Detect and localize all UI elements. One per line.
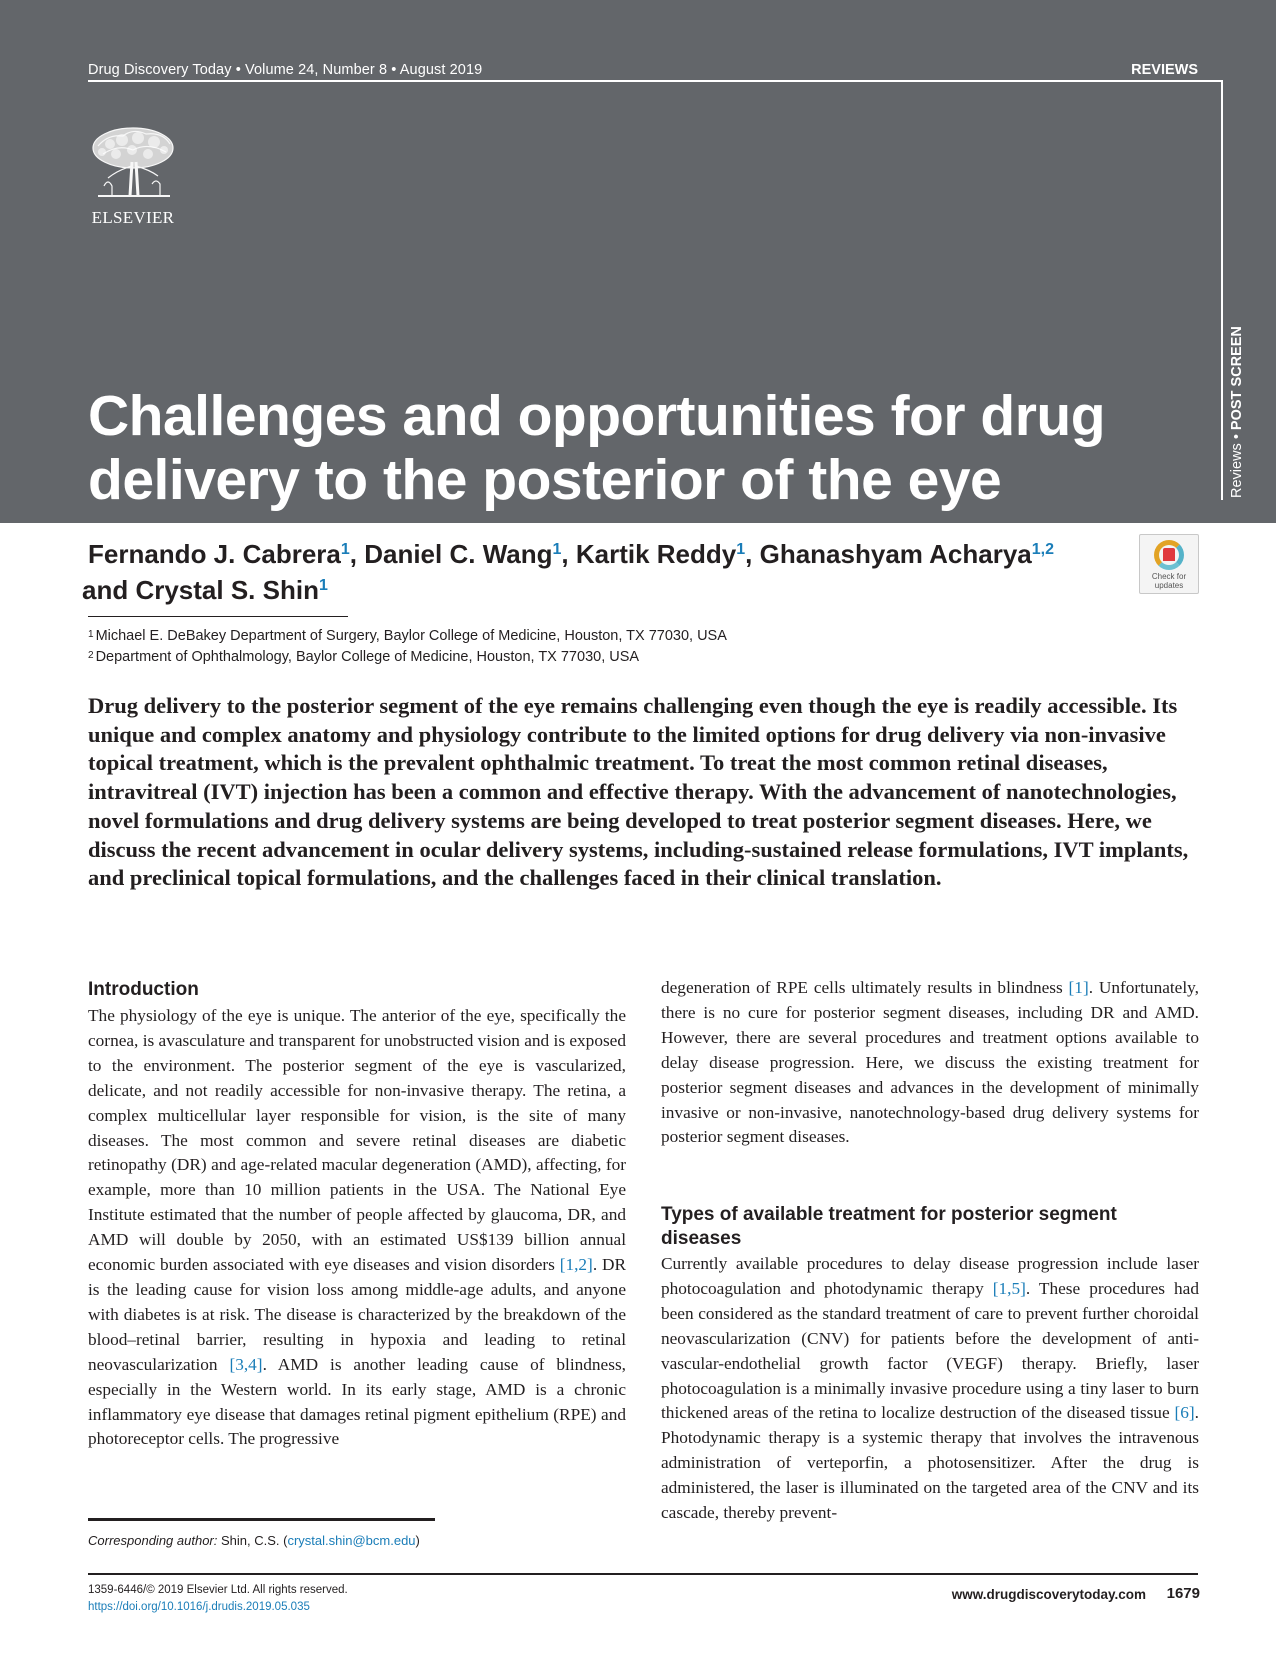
citation-link[interactable]: [1,2] — [559, 1255, 593, 1275]
journal-website-link[interactable]: www.drugdiscoverytoday.com — [951, 1587, 1146, 1602]
affiliation-item — [88, 647, 727, 668]
page-number: 1679 — [1166, 1585, 1200, 1602]
author-list — [82, 536, 1128, 608]
paragraph-text: degeneration of RPE cells ultimately results in blindness — [661, 978, 1069, 997]
affiliation-number: 2 — [88, 650, 94, 661]
section-heading-types: Types of available treatment for posterior segment diseases — [661, 1204, 1117, 1249]
section-heading-introduction: Introduction — [88, 979, 199, 1000]
check-for-updates-button[interactable] — [1139, 534, 1199, 594]
paragraph-text: . AMD is another leading cause of blindness, especially in the Western world. In its early stage, AMD is a chronic inflammatory eye disease that damages retinal pigment epithelium (RPE) and photoreceptor cells. The progressive — [88, 1354, 626, 1449]
corresponding-label: Corresponding author: — [88, 1533, 218, 1548]
paragraph-text: . DR is the leading cause for vision loss among middle-age adults, and anyone with diabetes is at risk. The disease is characterized by the breakdown of the blood–retinal barrier, resulting in hypoxia and leading to retinal neovascularization — [88, 1255, 626, 1374]
author-separator: and — [82, 575, 136, 605]
paragraph-text: The physiology of the eye is unique. The anterior of the eye, specifically the cornea, is avasculature and transparent for unobstructed vision and is exposed to the environment. The posterior segment of the eye is vascularized, delicate, and not readily accessible for non-invasive therapy. The retina, a complex multicellular layer responsible for vision, is the site of many diseases. The most common and severe retinal diseases are diabetic retinopathy (DR) and age-related macular degeneration (AMD), affecting, for example, more than 10 million patients in the USA. The National Eye Institute estimated that the number of people affected by glaucoma, DR, and AMD will double by 2050, with an estimated US$139 billion annual economic burden associated with eye diseases and vision disorders — [88, 1006, 626, 1275]
author-affiliation-mark[interactable]: 1 — [318, 577, 328, 594]
side-label-prefix: Reviews • — [1229, 430, 1245, 498]
footnote-rule — [88, 1518, 435, 1521]
author-name: Kartik Reddy — [575, 539, 737, 569]
citation-link[interactable]: [1,5] — [992, 1278, 1026, 1298]
doi-link[interactable]: https://doi.org/10.1016/j.drudis.2019.05.035 — [88, 1601, 310, 1613]
corresponding-author: Corresponding author: Shin, C.S. (crystal.shin@bcm.edu) — [88, 1533, 420, 1548]
check-for-updates-label: Check for updates — [1151, 572, 1187, 590]
footer-rule — [88, 1573, 1198, 1575]
citation-link[interactable]: [1] — [1068, 978, 1089, 997]
author-affiliation-mark[interactable]: 1,2 — [1031, 541, 1055, 558]
author-separator: , — [349, 539, 365, 569]
citation-link[interactable]: [3,4] — [229, 1354, 263, 1374]
body-column-right — [661, 976, 1199, 1150]
author-name: Fernando J. Cabrera — [88, 539, 341, 569]
paragraph-text: . These procedures had been considered as the standard treatment of care to prevent further choroidal neovascularization (CNV) for patients before the development of anti-vascular-endothelial growth factor (VEGF) therapy. Briefly, laser photocoagulation is a minimally invasive procedure using a tiny laser to burn thickened areas of the retina to localize destruction of the diseased tissue — [661, 1278, 1199, 1423]
email-link[interactable]: crystal.shin@bcm.edu — [287, 1533, 416, 1548]
copyright-block — [88, 1582, 348, 1616]
author-name: Daniel C. Wang — [364, 539, 553, 569]
elsevier-logo-text: ELSEVIER — [91, 208, 175, 227]
side-label-section: POST SCREEN — [1229, 326, 1245, 431]
body-column-right-2 — [661, 1252, 1199, 1526]
section-label: REVIEWS — [1131, 62, 1198, 78]
paragraph-text: . Unfortunately, there is no cure for posterior segment diseases, including DR and AMD. However, there are several procedures and treatment options available to delay disease progression. Here, we discuss the existing treatment for posterior segment diseases and advances in the development of minimally invasive or non-invasive, nanotechnology-based drug delivery systems for posterior segment diseases. — [661, 978, 1199, 1147]
author-affiliation-mark[interactable]: 1 — [736, 541, 746, 558]
side-section-label — [1224, 308, 1250, 498]
paragraph-text: Currently available procedures to delay disease progression include laser photocoagulation and photodynamic therapy — [661, 1254, 1199, 1298]
author-affiliation-mark[interactable]: 1 — [552, 541, 562, 558]
paragraph-text: . Photodynamic therapy is a systemic therapy that involves the intravenous administration of verteporfin, a photosensitizer. After the drug is administered, the laser is illuminated on the targeted area of the CNV and its cascade, thereby prevent- — [661, 1403, 1199, 1523]
author-affiliation-mark[interactable]: 1 — [340, 541, 350, 558]
issn-copyright: 1359-6446/© 2019 Elsevier Ltd. All rights reserved. — [88, 1584, 348, 1596]
affiliation-number: 1 — [88, 629, 94, 640]
affiliation-text: Michael E. DeBakey Department of Surgery, Baylor College of Medicine, Houston, TX 77030, USA — [95, 628, 727, 644]
header-rule — [88, 80, 1222, 82]
corresponding-name: Shin, C.S. — [217, 1533, 280, 1548]
author-rule — [88, 616, 348, 617]
abstract: Drug delivery to the posterior segment of the eye remains challenging even though the eye is readily accessible. Its unique and complex anatomy and physiology contribute to the limited options for drug delivery via non-invasive topical treatment, which is the prevalent ophthalmic treatment. To treat the most common retinal diseases, intravitreal (IVT) injection has been a common and effective therapy. With the advancement of nanotechnologies, novel formulations and drug delivery systems are being developed to treat posterior segment diseases. Here, we discuss the recent advancement in ocular delivery systems, including-sustained release formulations, IVT implants, and preclinical topical formulations, and the challenges faced in their clinical translation. — [88, 693, 1189, 891]
affiliation-item — [88, 626, 727, 647]
journal-info: Drug Discovery Today • Volume 24, Number 8 • August 2019 — [88, 62, 483, 78]
author-separator: , — [745, 539, 760, 569]
article-title: Challenges and opportunities for drug delivery to the posterior of the eye — [88, 384, 1106, 512]
body-column-left — [88, 1004, 626, 1452]
affiliation-text: Department of Ophthalmology, Baylor College of Medicine, Houston, TX 77030, USA — [95, 649, 640, 665]
bookmark-icon — [1154, 540, 1184, 570]
author-name: Crystal S. Shin — [135, 575, 319, 605]
author-separator: , — [561, 539, 576, 569]
author-name: Ghanashyam Acharya — [759, 539, 1032, 569]
affiliations — [88, 626, 727, 668]
side-rule — [1221, 80, 1223, 500]
citation-link[interactable]: [6] — [1174, 1403, 1195, 1423]
